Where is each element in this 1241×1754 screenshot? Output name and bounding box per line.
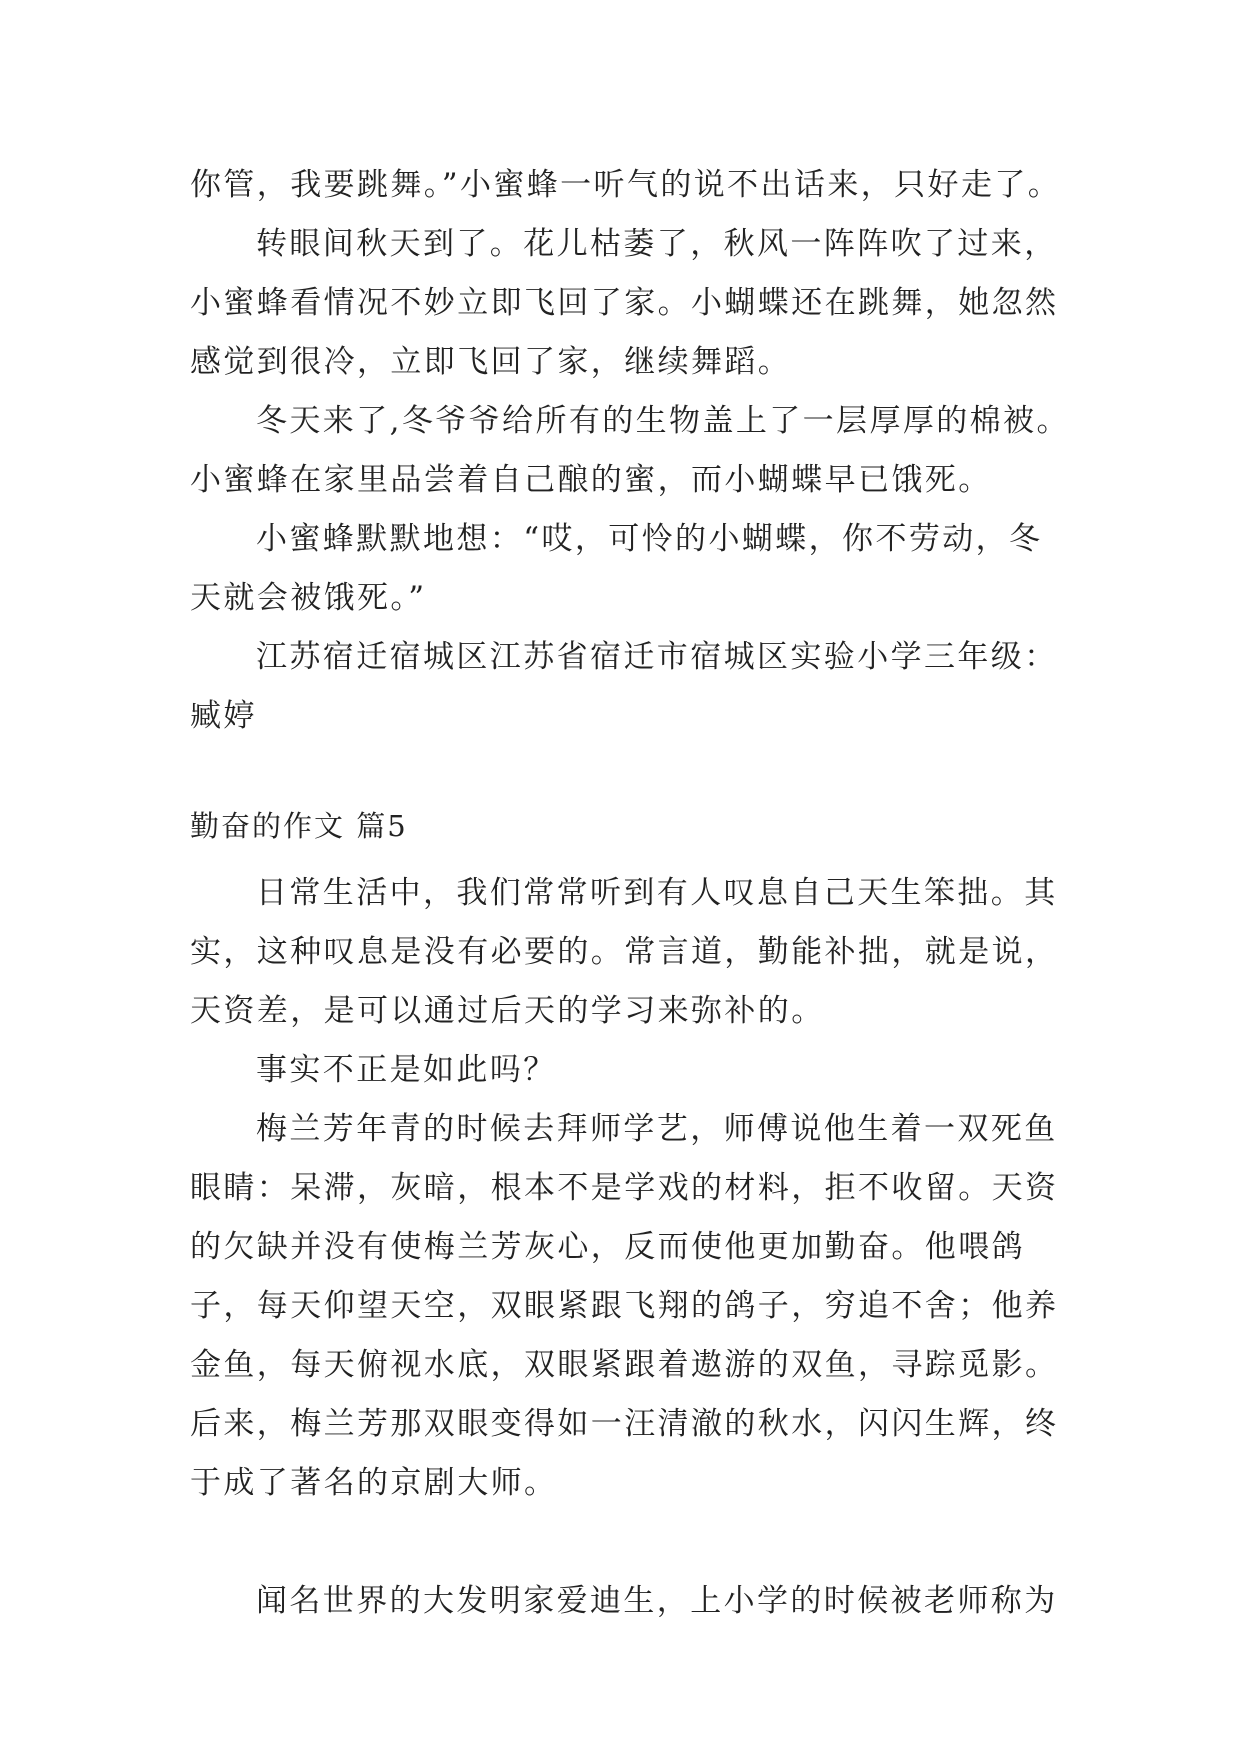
paragraph-4: 小蜜蜂默默地想：“哎，可怜的小蝴蝶，你不劳动，冬天就会被饿死。” [190,521,1043,616]
paragraph-7: 梅兰芳年青的时候去拜师学艺，师傅说他生着一双死鱼眼睛：呆滞，灰暗，根本不是学戏的材料，拒不收留。天资的欠缺并没有使梅兰芳灰心，反而使他更加勤奋。他喂鸽子，每天仰望天空，双眼紧跟飞翔的鸽子，穷追不舍；他养金鱼，每天俯视水底，双眼紧跟着遨游的双鱼，寻踪觅影。后来，梅兰芳那双眼变得如一汪清澈的秋水，闪闪生辉，终于成了著名的京剧大师。 [190,1111,1059,1501]
paragraph-6: 事实不正是如此吗？ [256,1052,557,1088]
paragraph-1: 你管，我要跳舞。”小蜜蜂一听气的说不出话来，只好走了。 [190,167,1062,203]
paragraph-8: 闻名世界的大发明家爱迪生，上小学的时候被老师称为 [256,1583,1058,1619]
paragraph-3: 冬天来了,冬爷爷给所有的生物盖上了一层厚厚的棉被。小蜜蜂在家里品尝着自己酿的蜜，而小蝴蝶早已饿死。 [190,403,1070,498]
document-page [190,0,1070,1754]
paragraph-2: 转眼间秋天到了。花儿枯萎了，秋风一阵阵吹了过来，小蜜蜂看情况不妙立即飞回了家。小蝴蝶还在跳舞，她忽然感觉到很冷，立即飞回了家，继续舞蹈。 [190,226,1059,380]
author-line: 江苏宿迁宿城区江苏省宿迁市宿城区实验小学三年级：臧婷 [190,639,1058,734]
section-title: 勤奋的作文 篇5 [190,809,408,843]
paragraph-5: 日常生活中，我们常常听到有人叹息自己天生笨拙。其实，这种叹息是没有必要的。常言道，勤能补拙，就是说，天资差，是可以通过后天的学习来弥补的。 [190,875,1059,1029]
